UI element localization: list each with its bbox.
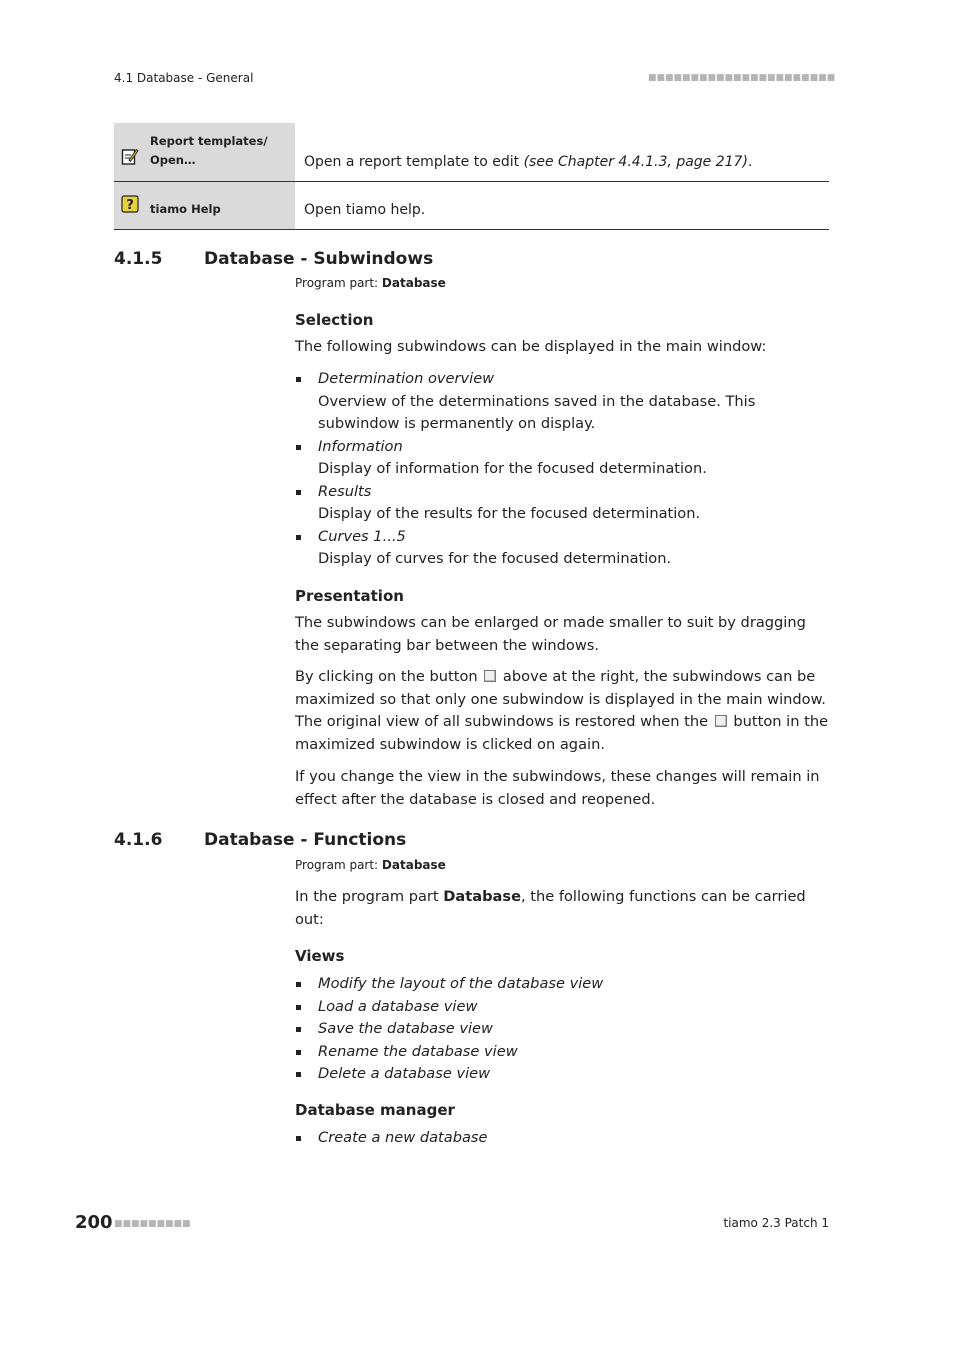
list-item-title: Information (318, 437, 403, 455)
list-item-description: Overview of the determinations saved in the database. This subwindow is permanently on display. (318, 392, 756, 432)
program-part-value: Database (381, 276, 446, 290)
list-item (295, 436, 830, 481)
table-row (114, 123, 829, 182)
footer-product: tiamo 2.3 Patch 1 (723, 1216, 829, 1230)
list-item-description: Display of information for the focused determination. (318, 460, 707, 477)
subheading-presentation: Presentation (295, 587, 404, 605)
list-item (295, 973, 830, 996)
list-item-title: Create a new database (318, 1129, 488, 1146)
description-text: Open a report template to edit (304, 154, 524, 170)
paragraph-text: above at the right, the subwindows can be maximized so that only one subwindow is displayed in the main window. The original view of all subwindows is restored when the (295, 668, 826, 730)
section-heading-4-1-6 (114, 830, 406, 850)
functions-intro (295, 886, 830, 931)
section-heading-4-1-5 (114, 249, 433, 269)
presentation-paragraph-2 (295, 666, 830, 756)
list-item-title: Results (318, 482, 372, 500)
running-header-section: 4.1 Database - General (114, 71, 254, 85)
list-item-title: Rename the database view (318, 1042, 518, 1060)
description-text: Open tiamo help. (304, 202, 426, 218)
list-item-description: Display of curves for the focused determination. (318, 550, 672, 567)
description-cell (295, 123, 829, 181)
section-number: 4.1.5 (114, 249, 163, 269)
list-item (295, 1041, 830, 1064)
table-row (114, 182, 829, 230)
list-item (295, 996, 830, 1019)
section-title: Database - Subwindows (204, 249, 434, 269)
list-item-title: Save the database view (318, 1020, 493, 1037)
list-item-description: Display of the results for the focused determination. (318, 505, 701, 522)
list-item (295, 1127, 830, 1150)
description-end: . (747, 154, 753, 170)
program-part-label: Program part: (295, 276, 382, 290)
program-part-value: Database (381, 858, 446, 872)
restore-icon (715, 715, 727, 727)
footer-dots: ■■■■■■■■■ (114, 1219, 191, 1229)
list-item (295, 1018, 830, 1041)
list-item-title: Delete a database view (318, 1065, 491, 1082)
program-part-label: Program part: (295, 858, 382, 872)
subheading-database-manager: Database manager (295, 1101, 455, 1119)
paragraph-text: , the following functions can be carried out: (295, 888, 806, 928)
subheading-selection: Selection (295, 311, 374, 329)
paragraph-bold: Database (443, 888, 521, 905)
command-label: tiamo Help (150, 202, 221, 216)
cross-reference-link[interactable]: (see Chapter 4.4.1.3, page 217) (523, 154, 748, 170)
command-cell (114, 123, 295, 181)
program-part (295, 276, 446, 290)
paragraph-text: button in the maximized subwindow is clicked on again. (295, 713, 829, 753)
program-part (295, 858, 446, 872)
list-item (295, 481, 830, 526)
edit-template-icon (121, 147, 139, 165)
paragraph-text: In the program part (295, 888, 444, 905)
svg-text:?: ? (126, 198, 134, 213)
page-number: 200 (75, 1212, 113, 1233)
views-list (295, 973, 830, 1086)
list-item-title: Load a database view (318, 997, 478, 1015)
command-table (114, 123, 829, 230)
running-header-dots: ■■■■■■■■■■■■■■■■■■■■■■ (648, 73, 836, 83)
presentation-paragraph-1: The subwindows can be enlarged or made smaller to suit by dragging the separating bar between the windows. (295, 614, 806, 654)
description-cell (295, 182, 829, 229)
subheading-views: Views (295, 947, 345, 965)
command-label: Report templates/ Open… (150, 134, 268, 167)
subwindow-list (295, 368, 830, 571)
database-manager-list (295, 1127, 830, 1150)
list-item-title: Determination overview (318, 370, 495, 387)
section-title: Database - Functions (204, 830, 407, 850)
list-item (295, 526, 830, 571)
help-icon (121, 195, 139, 213)
section-number: 4.1.6 (114, 830, 163, 850)
command-cell (114, 182, 295, 229)
list-item (295, 1063, 830, 1086)
selection-intro: The following subwindows can be displayed in the main window: (295, 338, 767, 355)
paragraph-text: By clicking on the button (295, 668, 483, 685)
presentation-paragraph-3: If you change the view in the subwindows, these changes will remain in effect after the database is closed and reopened. (295, 768, 820, 808)
list-item-title: Modify the layout of the database view (318, 975, 604, 992)
maximize-icon (484, 670, 496, 682)
list-item-title: Curves 1...5 (318, 527, 406, 545)
list-item (295, 368, 830, 436)
